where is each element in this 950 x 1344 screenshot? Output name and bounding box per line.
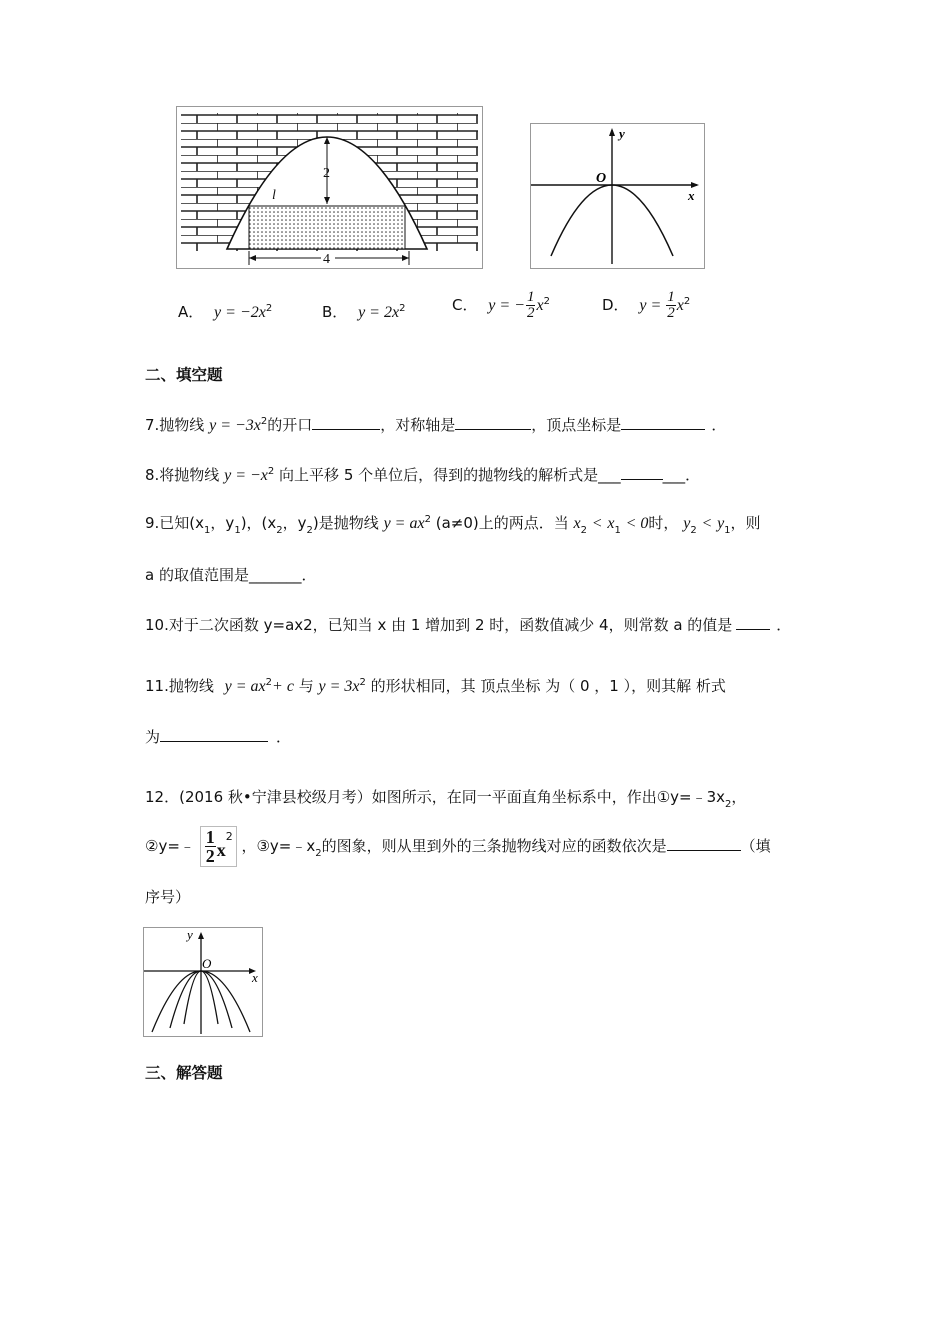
bridge-figure — [176, 106, 483, 269]
origin-label: O — [596, 171, 607, 186]
q9-text: (a≠0)上的两点．当 — [435, 514, 569, 532]
subscript: 1 — [614, 525, 621, 536]
denominator: 2 — [667, 305, 675, 321]
variable: x — [216, 840, 226, 860]
question-12-line-2 — [145, 826, 771, 867]
question-8 — [145, 463, 700, 485]
q12-text: 12．(2016 秋•宁津县校级月考）如图所示，在同一平面直角坐标系中，作出①y=﹣3x — [145, 788, 726, 806]
numerator: 1 — [667, 289, 675, 305]
answer-blank[interactable] — [455, 413, 531, 430]
q11-text: 与 — [298, 677, 314, 695]
q10-text: 10.对于二次函数 y=ax2，已知当 x 由 1 增加到 2 时，函数值减少 4，则常数 a 的值是 — [145, 616, 733, 634]
option-sup: 2 — [543, 296, 550, 307]
option-letter: D． — [602, 296, 629, 314]
x-axis-label: x — [252, 970, 258, 985]
q9-text: ，y — [210, 514, 235, 532]
bridge-diagram — [177, 107, 482, 268]
height-label: 2 — [323, 166, 330, 181]
subscript: 1 — [724, 525, 731, 536]
subscript: 2 — [315, 848, 322, 859]
option-expr: y = − — [488, 297, 525, 314]
subscript: 1 — [234, 525, 241, 536]
q9-text: 9.已知(x — [145, 514, 205, 532]
superscript: 2 — [359, 677, 366, 688]
option-sup: 2 — [265, 303, 273, 314]
answer-blank[interactable] — [736, 613, 770, 630]
origin-label: O — [202, 956, 212, 971]
subscript: 2 — [725, 799, 732, 810]
q7-sup: 2 — [260, 416, 268, 427]
section-2-title: 二、填空题 — [145, 366, 223, 384]
fraction-image — [200, 826, 237, 867]
parabola-figure — [530, 123, 705, 269]
width-label: 4 — [323, 252, 330, 267]
q9-var: y — [717, 515, 725, 532]
question-7 — [145, 413, 726, 435]
q11-text: 的形状相同，其 顶点坐标 为（ 0 ，1 ），则其解 析式 — [370, 677, 726, 695]
question-12-line-3: 序号） — [145, 888, 191, 906]
q7-period: ． — [711, 416, 727, 434]
x-axis-label: x — [688, 188, 695, 203]
q12-text: ， — [731, 788, 747, 806]
q9-op: < — [591, 515, 603, 532]
fraction — [526, 290, 536, 321]
q9-text: )，(x — [240, 514, 277, 532]
q9-text: 时， — [648, 514, 679, 532]
y-axis-label: y — [619, 126, 625, 141]
option-b — [322, 301, 405, 322]
three-parabolas-figure — [143, 927, 263, 1037]
three-parabolas-graph — [144, 928, 262, 1036]
option-expr: y = −2x — [214, 304, 266, 321]
q12-text: ②y=﹣ — [145, 837, 195, 855]
answer-blank[interactable] — [667, 834, 741, 851]
option-a — [178, 301, 272, 322]
option-sup: 2 — [683, 296, 691, 307]
q11-expr: y = ax — [224, 678, 266, 695]
q9-text: )是抛物线 — [312, 514, 379, 532]
numerator: 1 — [526, 289, 535, 305]
subscript: 2 — [580, 525, 587, 536]
q8-expr: y = −x — [224, 467, 268, 484]
question-11-line-2 — [145, 725, 291, 747]
q7-text-c: ，对称轴是 — [380, 416, 456, 434]
option-var: x — [676, 297, 684, 314]
subscript: 1 — [204, 525, 211, 536]
option-letter: B． — [322, 303, 348, 321]
question-11 — [145, 675, 726, 696]
option-sup: 2 — [399, 303, 406, 314]
denominator: 2 — [205, 846, 215, 866]
fraction — [666, 290, 676, 321]
q11-expr-b: + c — [272, 678, 294, 695]
option-expr: y = — [639, 297, 666, 314]
parabola-graph — [531, 124, 704, 268]
q8-text-c: ___． — [662, 466, 701, 484]
subscript: 2 — [690, 525, 697, 536]
answer-blank[interactable] — [621, 413, 705, 430]
subscript: 2 — [276, 525, 283, 536]
denominator: 2 — [526, 305, 535, 321]
q10-period: ． — [776, 616, 792, 634]
q9-text: ，y — [282, 514, 307, 532]
q9-var: x — [573, 515, 581, 532]
q11-period: ． — [276, 728, 292, 746]
subscript: 2 — [306, 525, 313, 536]
answer-blank[interactable] — [160, 725, 268, 742]
answer-blank[interactable] — [621, 463, 663, 480]
q7-text-b: 的开口 — [267, 416, 313, 434]
answer-blank[interactable] — [312, 413, 380, 430]
fraction — [205, 828, 216, 865]
numerator: 1 — [205, 827, 215, 847]
question-12 — [145, 786, 747, 810]
option-letter: C． — [452, 296, 478, 314]
q7-expr: y = −3x — [209, 417, 261, 434]
line-label: l — [272, 188, 276, 203]
option-var: x — [536, 297, 544, 314]
q8-sup: 2 — [267, 466, 275, 477]
q12-text: （填 — [740, 837, 771, 855]
superscript: 2 — [225, 830, 233, 843]
q7-text: 7.抛物线 — [145, 416, 205, 434]
q9-expr: y = ax — [383, 515, 425, 532]
y-axis-label: y — [187, 928, 193, 942]
q12-text: 的图象，则从里到外的三条抛物线对应的函数依次是 — [321, 837, 667, 855]
question-9-line-2: a 的取值范围是_______． — [145, 566, 317, 584]
q11-text: 为 — [145, 728, 161, 746]
superscript: 2 — [265, 677, 273, 688]
option-d — [602, 290, 690, 321]
q11-expr-2: y = 3x — [318, 678, 360, 695]
question-10 — [145, 613, 791, 635]
q9-text: ，则 — [730, 514, 761, 532]
option-c — [452, 290, 550, 321]
q12-text: ，③y=﹣x — [241, 837, 316, 855]
option-letter: A． — [178, 303, 204, 321]
q7-text-d: ，顶点坐标是 — [531, 416, 622, 434]
question-9 — [145, 512, 761, 536]
q11-text: 11.抛物线 — [145, 677, 214, 695]
q9-op: < 0 — [625, 515, 649, 532]
q8-text: 8.将抛物线 — [145, 466, 220, 484]
q9-var: x — [607, 515, 615, 532]
option-expr: y = 2x — [358, 304, 400, 321]
superscript: 2 — [424, 514, 431, 525]
q9-var: y — [683, 515, 691, 532]
section-3-title: 三、解答题 — [145, 1064, 223, 1082]
q9-op: < — [701, 515, 713, 532]
q8-text-b: 向上平移 5 个单位后，得到的抛物线的解析式是___ — [279, 466, 621, 484]
